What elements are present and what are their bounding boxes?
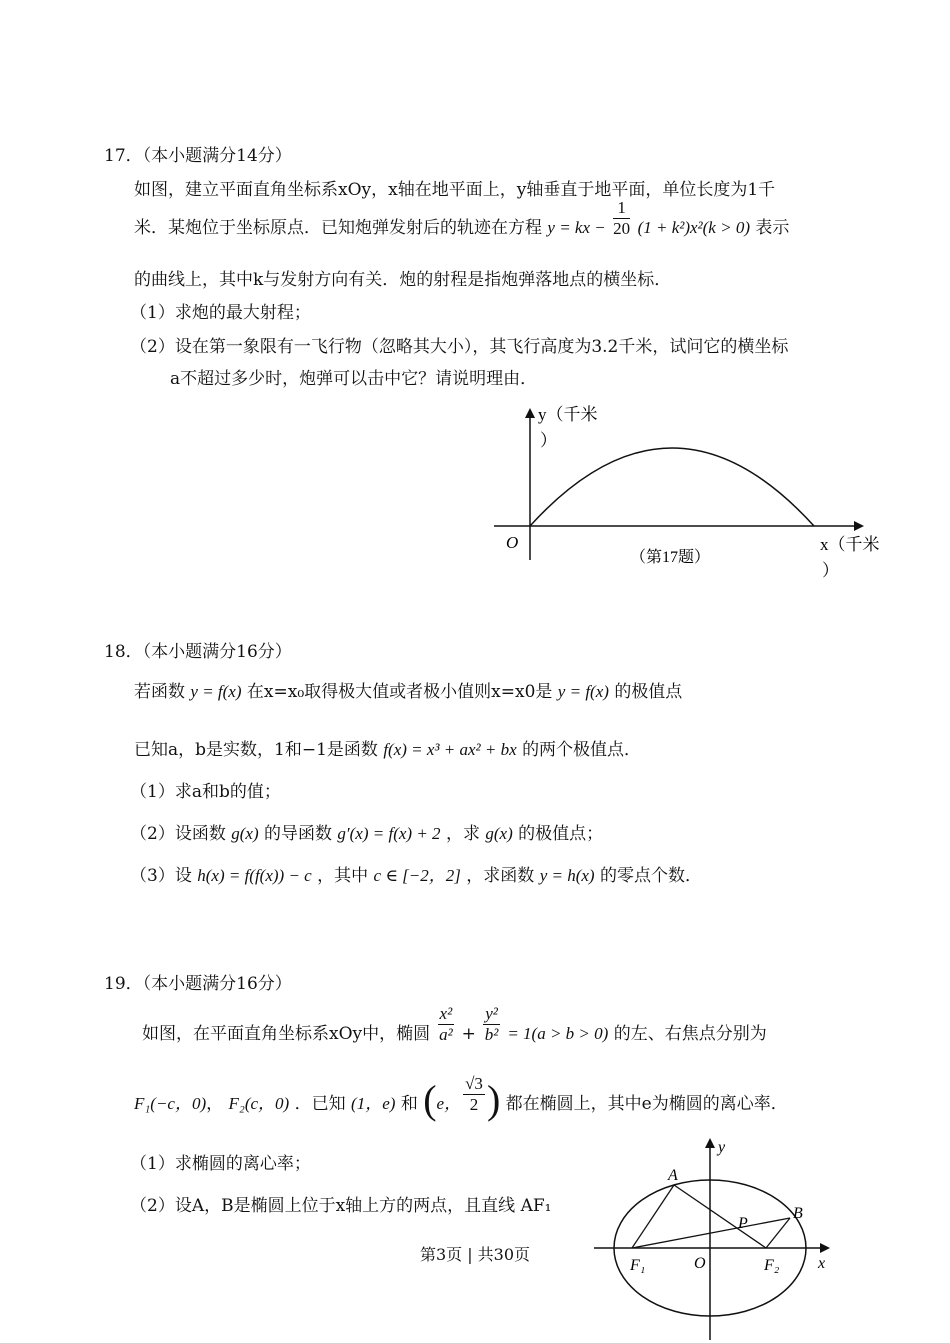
q18-sub3-a: （3）设 [130,866,192,886]
q17-line2-tail: 表示 [755,218,790,238]
q17-y-arrow [525,408,535,418]
q18-def-c: 的极值点 [614,682,683,702]
q18-sub2-eq2: g′(x) = f(x) + 2 [337,824,441,843]
q17-sub1: （1）求炮的最大射程； [130,303,311,323]
q19-eq-tail: = 1(a > b > 0) [507,1024,609,1043]
q18-sub3-eq2: c ∈ [−2，2] [373,866,461,885]
q18-known-eq: f(x) = x³ + ax² + bx [383,740,517,759]
q19-line2 [134,1074,788,1122]
q19-line-af2 [674,1185,766,1248]
q19-paren-left: ( [423,1076,437,1122]
q17-origin-label: O [506,533,519,552]
q19-label-f2: F₂ [764,1257,780,1274]
q17-y-label-2: ） [540,431,557,450]
q19-ellipse-figure [590,1130,850,1342]
q19-header: 19．（本小题满分16分） [104,974,292,994]
q19-sqrt-num: √3 [465,1074,483,1093]
q19-point1: (1，e) [351,1094,396,1113]
q18-sub2-d: 的极值点； [518,824,604,844]
q19-sqrt-den: 2 [469,1095,479,1114]
page-footer: 第3页 | 共30页 [419,1245,531,1264]
q17-sub2-cont: a不超过多少时，炮弹可以击中它？请说明理由． [170,369,538,389]
q19-line1 [142,1004,767,1046]
q19-point2-e: e， [436,1094,462,1113]
q17-frac-den: 20 [613,219,631,238]
q18-definition [134,680,682,704]
q18-sub3-c: ，求函数 [466,866,535,886]
q19-line-af1 [632,1185,674,1248]
q18-sub3-eq1: h(x) = f(f(x)) − c [197,866,312,885]
q18-sub2 [130,822,603,846]
q19-and: 和 [400,1094,418,1114]
q17-y-label: y（千米 [538,405,598,424]
q18-sub3-d: 的零点个数． [600,866,702,886]
q17-x-label-2: ） [822,561,839,580]
q19-sub2: （2）设A，B是椭圆上位于x轴上方的两点，且直线 AF₁ [130,1196,552,1216]
q18-known [134,738,641,762]
q17-x-arrow [854,521,864,531]
q18-sub3 [130,864,702,888]
q18-sub2-c: ，求 [445,824,480,844]
q17-line1: 如图，建立平面直角坐标系xOy，x轴在地平面上，y轴垂直于地平面，单位长度为1千 [134,180,776,200]
q17-eq-right: (1 + k²)x²(k > 0) [637,218,750,237]
q19-sqrt-frac [463,1074,485,1115]
q18-sub2-b: 的导函数 [264,824,333,844]
q17-line2 [134,198,790,240]
q19-frac-x-den: a² [439,1025,453,1044]
q19-sep: ， [206,1094,224,1114]
q18-def-eq2: y = f(x) [557,682,609,701]
q17-eq-left: y = kx − [547,218,606,237]
q19-label-x: x [818,1255,826,1272]
q19-paren-right: ) [486,1076,501,1122]
q18-sub2-eq3: g(x) [485,824,513,843]
q18-sub2-eq1: g(x) [231,824,259,843]
q19-label-b: B [793,1205,803,1222]
q19-line1-b: 的左、右焦点分别为 [613,1024,767,1044]
q17-header: 17．（本小题满分14分） [104,146,292,166]
q18-header: 18．（本小题满分16分） [104,642,292,662]
q19-frac-y-den: b² [484,1025,499,1044]
q17-x-label: x（千米 [820,535,880,554]
q17-frac-num: 1 [613,198,630,219]
q18-def-eq1: y = f(x) [190,682,242,701]
q18-known-a: 已知a，b是实数，1和−1是函数 [134,740,378,760]
q19-line2-b: 都在椭圆上，其中e为椭圆的离心率． [505,1094,788,1114]
q19-y-arrow [705,1138,715,1148]
q17-figure-caption: （第17题） [630,549,711,566]
q19-focus-f1: F₁(−c，0) [134,1094,207,1113]
q18-sub1: （1）求a和b的值； [130,782,281,802]
q17-line2-text: 米．某炮位于坐标原点．已知炮弹发射后的轨迹在方程 [134,218,542,238]
q19-frac-x [438,1004,455,1045]
q19-label-o: O [694,1255,706,1272]
q19-label-p: P [738,1215,748,1232]
q18-def-b: 在x=x₀取得极大值或者极小值则x=x0是 [246,682,553,702]
q19-line1-a: 如图，在平面直角坐标系xOy中，椭圆 [142,1024,431,1044]
q18-sub3-b: ，其中 [317,866,369,886]
q17-line3: 的曲线上，其中k与发射方向有关．炮的射程是指炮弹落地点的横坐标． [134,270,672,290]
q19-frac-x-num: x² [439,1004,453,1023]
q19-frac-y-num: y² [485,1004,498,1023]
q18-def-a: 若函数 [134,682,185,702]
q17-trajectory-figure [490,400,900,590]
q17-trajectory-curve [530,448,814,526]
q19-focus-f2: F₂(c，0) [228,1094,290,1113]
q19-label-y: y [718,1139,726,1156]
q18-sub3-eq3: y = h(x) [539,866,595,885]
q19-label-f1: F₁ [630,1257,646,1274]
q19-sub1: （1）求椭圆的离心率； [130,1154,311,1174]
q17-fraction [613,198,630,239]
q18-sub2-a: （2）设函数 [130,824,226,844]
q19-frac-y [483,1004,500,1045]
q19-line2-a: ．已知 [294,1094,346,1114]
q17-sub2: （2）设在第一象限有一飞行物（忽略其大小），其飞行高度为3.2千米，试问它的横坐标 [130,337,789,357]
q19-label-a: A [668,1167,678,1184]
q19-plus: + [461,1024,476,1044]
q18-known-b: 的两个极值点． [522,740,642,760]
